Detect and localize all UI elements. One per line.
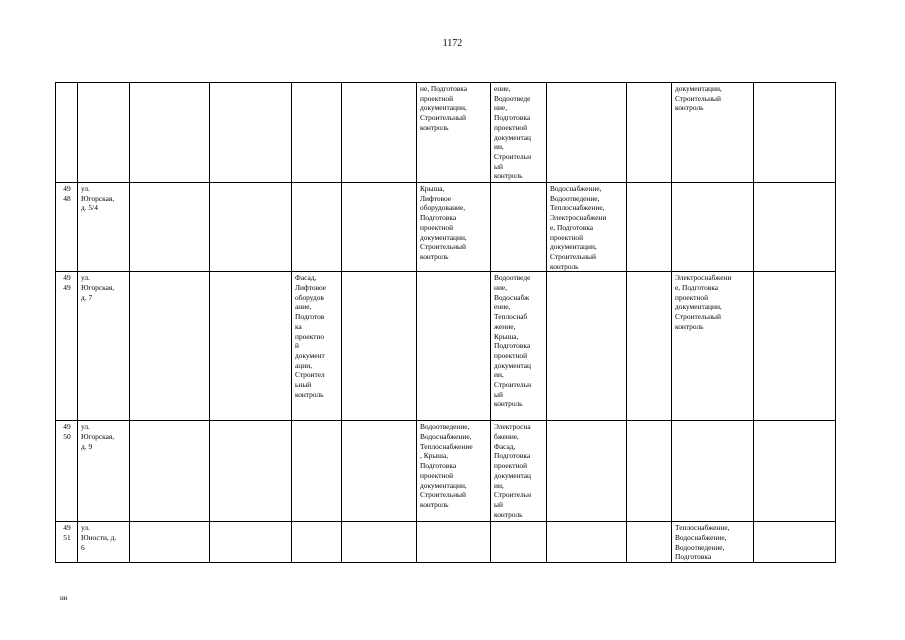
- column-10-cell: [627, 183, 672, 272]
- cell-text-line: ул.: [81, 523, 90, 533]
- column-10-cell: [627, 421, 672, 522]
- table-row: [56, 421, 836, 522]
- cell-text-line: проектной: [494, 350, 528, 360]
- column-5-cell: [292, 421, 342, 522]
- cell-text-line: документации,: [420, 480, 467, 490]
- column-7-cell: [417, 83, 491, 183]
- cell-text-line: д. 7: [81, 292, 93, 302]
- cell-text-line: ение,: [494, 84, 511, 93]
- cell-text-line: Фасад,: [295, 273, 317, 283]
- column-3-cell: [130, 83, 210, 183]
- cell-text-line: Югорская,: [81, 283, 115, 293]
- column-6-cell: [342, 522, 417, 563]
- cell-text-line: Электроснабжени: [675, 273, 732, 283]
- cell-text-line: контроль: [420, 122, 449, 132]
- cell-text-line: ации,: [295, 360, 312, 370]
- cell-text-line: документации,: [550, 242, 597, 252]
- column-5-cell: [292, 272, 342, 421]
- column-10-cell: [627, 522, 672, 563]
- cell-text-line: Водоотведение,: [420, 422, 470, 432]
- cell-text-line: Юности, д.: [81, 533, 117, 543]
- cell-text-line: 49: [63, 283, 71, 293]
- cell-text-line: ьный: [295, 380, 312, 390]
- column-4-cell: [210, 83, 292, 183]
- cell-text-line: Строительн: [494, 490, 532, 500]
- cell-text-line: Строительн: [494, 380, 532, 390]
- cell-text-line: Строительный: [420, 490, 466, 500]
- cell-text-line: Строительный: [675, 93, 721, 103]
- cell-text-line: Югорская,: [81, 432, 115, 442]
- column-5-cell: [292, 83, 342, 183]
- cell-text-line: документац: [494, 132, 532, 142]
- cell-text-line: документации,: [675, 302, 722, 312]
- cell-text-line: Электросна: [494, 422, 531, 432]
- column-9-cell: [547, 272, 627, 421]
- cell-text-line: Югорская,: [81, 193, 115, 203]
- cell-text-line: Водоотведение,: [675, 542, 725, 552]
- table-row: [56, 272, 836, 421]
- column-4-cell: [210, 272, 292, 421]
- cell-text-line: Теплоснабжение,: [675, 523, 730, 533]
- column-12-cell: [754, 522, 836, 563]
- table-body: [56, 83, 836, 563]
- cell-text-line: проектной: [420, 222, 454, 232]
- cell-text-line: контроль: [675, 103, 704, 113]
- column-7-cell: [417, 272, 491, 421]
- cell-text-line: Строительн: [494, 151, 532, 161]
- address-cell: [78, 522, 130, 563]
- cell-text-line: 6: [81, 542, 85, 552]
- cell-text-line: Теплоснабжение: [420, 441, 473, 451]
- cell-text-line: ул.: [81, 422, 90, 432]
- cell-text-line: проектной: [550, 232, 584, 242]
- cell-text-line: Водоотведение,: [550, 193, 600, 203]
- column-3-cell: [130, 183, 210, 272]
- cell-text-line: Водоотведе: [494, 273, 531, 283]
- cell-text-line: документ: [295, 350, 325, 360]
- column-8-cell: [491, 83, 547, 183]
- cell-text-line: е, Подготовка: [675, 283, 719, 293]
- address-cell: [78, 421, 130, 522]
- table-row: [56, 522, 836, 563]
- cell-text-line: документац: [494, 360, 532, 370]
- column-4-cell: [210, 183, 292, 272]
- cell-text-line: Теплоснабжение,: [550, 203, 605, 213]
- cell-text-line: 49: [63, 422, 71, 432]
- cell-text-line: документации,: [420, 103, 467, 113]
- row-number-cell: [56, 421, 78, 522]
- cell-text-line: е, Подготовка: [550, 222, 594, 232]
- cell-text-line: Фасад,: [494, 441, 516, 451]
- cell-text-line: 51: [63, 533, 71, 543]
- cell-text-line: жение,: [494, 321, 516, 331]
- cell-text-line: Подготовка: [675, 552, 712, 562]
- cell-text-line: контроль: [494, 171, 523, 181]
- cell-text-line: ка: [295, 321, 302, 331]
- cell-text-line: ии,: [494, 370, 504, 380]
- cell-text-line: 49: [63, 273, 71, 283]
- column-11-cell: [672, 272, 754, 421]
- cell-text-line: 48: [63, 193, 71, 203]
- column-8-cell: [491, 421, 547, 522]
- column-11-cell: [672, 421, 754, 522]
- cell-text-line: проектно: [295, 331, 325, 341]
- column-8-cell: [491, 183, 547, 272]
- column-9-cell: [547, 83, 627, 183]
- cell-text-line: Водоснабжение,: [420, 432, 472, 442]
- cell-text-line: ул.: [81, 273, 90, 283]
- column-3-cell: [130, 421, 210, 522]
- row-number-cell: [56, 83, 78, 183]
- cell-text-line: Строительный: [420, 113, 466, 123]
- cell-text-line: Строител: [295, 370, 325, 380]
- column-8-cell: [491, 272, 547, 421]
- cell-text-line: ание,: [295, 302, 312, 312]
- cell-text-line: оборудование,: [420, 203, 466, 213]
- column-4-cell: [210, 522, 292, 563]
- cell-text-line: ул.: [81, 184, 90, 193]
- address-cell: [78, 272, 130, 421]
- cell-text-line: проектной: [420, 470, 454, 480]
- address-cell: [78, 83, 130, 183]
- cell-text-line: не, Подготовка: [420, 84, 468, 93]
- cell-text-line: , Крыша,: [420, 451, 449, 461]
- row-number-cell: [56, 272, 78, 421]
- column-11-cell: [672, 522, 754, 563]
- cell-text-line: документации,: [420, 232, 467, 242]
- footer-mark: нн: [60, 594, 68, 602]
- cell-text-line: ый: [494, 161, 503, 171]
- cell-text-line: Строительный: [550, 251, 596, 261]
- column-10-cell: [627, 83, 672, 183]
- column-10-cell: [627, 272, 672, 421]
- cell-text-line: оборудов: [295, 292, 324, 302]
- column-12-cell: [754, 83, 836, 183]
- cell-text-line: Водоснабж: [494, 292, 530, 302]
- column-6-cell: [342, 421, 417, 522]
- cell-text-line: Подготовка: [494, 113, 531, 123]
- column-6-cell: [342, 183, 417, 272]
- cell-text-line: Подготовка: [420, 213, 457, 223]
- cell-text-line: документации,: [675, 84, 722, 93]
- cell-text-line: Лифтовое: [420, 193, 452, 203]
- column-7-cell: [417, 183, 491, 272]
- cell-text-line: проектной: [494, 122, 528, 132]
- cell-text-line: проектной: [675, 292, 709, 302]
- column-11-cell: [672, 183, 754, 272]
- cell-text-line: ии,: [494, 480, 504, 490]
- cell-text-line: ние,: [494, 103, 508, 113]
- column-9-cell: [547, 183, 627, 272]
- cell-text-line: 49: [63, 523, 71, 533]
- cell-text-line: д. 9: [81, 441, 93, 451]
- column-12-cell: [754, 183, 836, 272]
- cell-text-line: ый: [494, 499, 503, 509]
- address-cell: [78, 183, 130, 272]
- cell-text-line: Подготовка: [494, 451, 531, 461]
- column-5-cell: [292, 183, 342, 272]
- column-8-cell: [491, 522, 547, 563]
- cell-text-line: Теплоснаб: [494, 312, 528, 322]
- cell-text-line: Водоснабжение,: [550, 184, 602, 193]
- cell-text-line: контроль: [420, 251, 449, 261]
- row-number-cell: [56, 522, 78, 563]
- cell-text-line: Водоотведе: [494, 93, 531, 103]
- cell-text-line: Крыша,: [420, 184, 445, 193]
- cell-text-line: Подготовка: [494, 341, 531, 351]
- cell-text-line: ение,: [494, 302, 511, 312]
- capital-repair-table: [55, 82, 836, 563]
- cell-text-line: Электроснабжени: [550, 213, 607, 223]
- column-3-cell: [130, 522, 210, 563]
- column-4-cell: [210, 421, 292, 522]
- cell-text-line: Подготовка: [420, 461, 457, 471]
- cell-text-line: Подготов: [295, 312, 325, 322]
- column-12-cell: [754, 272, 836, 421]
- column-9-cell: [547, 522, 627, 563]
- cell-text-line: проектной: [420, 93, 454, 103]
- cell-text-line: д. 5/4: [81, 203, 98, 213]
- cell-text-line: й: [295, 341, 299, 351]
- column-3-cell: [130, 272, 210, 421]
- cell-text-line: контроль: [494, 509, 523, 519]
- cell-text-line: ый: [494, 389, 503, 399]
- page-number: 1172: [442, 38, 463, 49]
- cell-text-line: документац: [494, 470, 532, 480]
- row-number-cell: [56, 183, 78, 272]
- column-6-cell: [342, 272, 417, 421]
- cell-text-line: проектной: [494, 461, 528, 471]
- cell-text-line: бжение,: [494, 432, 519, 442]
- cell-text-line: Лифтовое: [295, 283, 327, 293]
- column-5-cell: [292, 522, 342, 563]
- cell-text-line: контроль: [550, 261, 579, 271]
- cell-text-line: Строительный: [420, 242, 466, 252]
- column-9-cell: [547, 421, 627, 522]
- cell-text-line: Водоснабжение,: [675, 533, 727, 543]
- column-7-cell: [417, 421, 491, 522]
- cell-text-line: ние,: [494, 283, 508, 293]
- column-7-cell: [417, 522, 491, 563]
- column-12-cell: [754, 421, 836, 522]
- cell-text-line: 49: [63, 184, 71, 193]
- column-6-cell: [342, 83, 417, 183]
- cell-text-line: контроль: [675, 321, 704, 331]
- cell-text-line: контроль: [494, 399, 523, 409]
- table-row: [56, 83, 836, 183]
- cell-text-line: контроль: [420, 499, 449, 509]
- table-row: [56, 183, 836, 272]
- column-11-cell: [672, 83, 754, 183]
- cell-text-line: ии,: [494, 142, 504, 152]
- cell-text-line: 50: [63, 432, 71, 442]
- cell-text-line: Крыша,: [494, 331, 519, 341]
- cell-text-line: контроль: [295, 389, 324, 399]
- cell-text-line: Строительный: [675, 312, 721, 322]
